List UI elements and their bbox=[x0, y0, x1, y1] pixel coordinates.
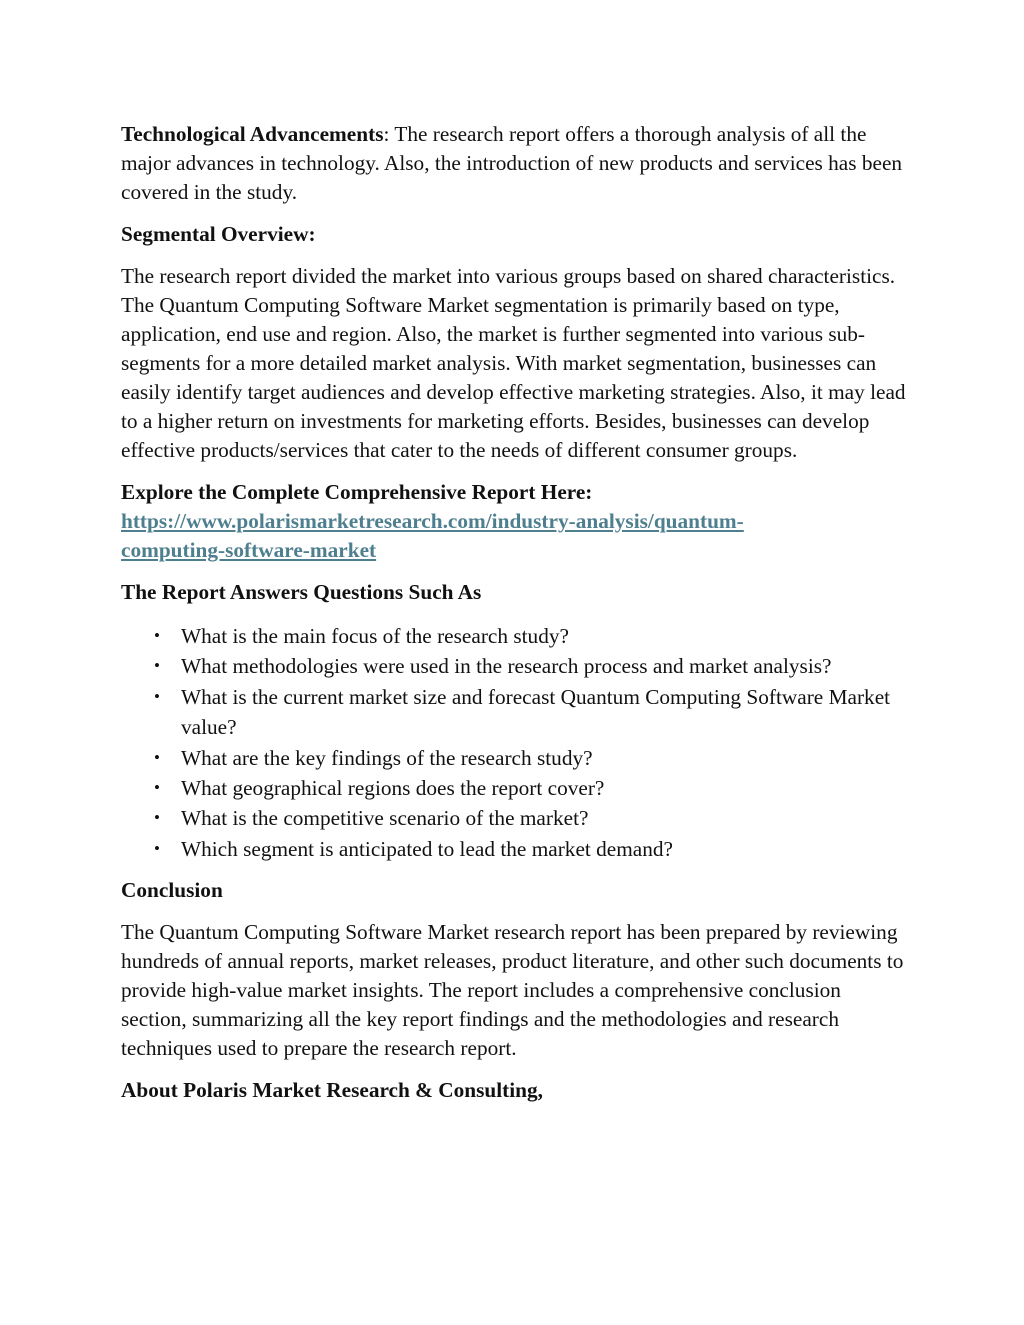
list-item bbox=[121, 651, 906, 681]
question-text: What is the current market size and forecast Quantum Computing Software Market value? bbox=[181, 684, 891, 740]
question-text: What is the main focus of the research study? bbox=[181, 624, 569, 648]
bullet-icon: • bbox=[154, 838, 160, 858]
segmental-overview-body: The research report divided the market into various groups based on shared characteristics. The Quantum Computing Software Market segmentation is primarily based on type, application, end use and region. Also, the market is further segmented into various sub-segments for a more detailed market analysis. With market segmentation, businesses can easily identify target audiences and develop effective marketing strategies. Also, it may lead to a higher return on investments for marketing efforts. Besides, businesses can develop effective products/services that cater to the needs of different consumer groups. bbox=[121, 264, 906, 462]
question-text: What are the key findings of the research study? bbox=[181, 745, 593, 770]
bullet-icon: • bbox=[154, 747, 160, 767]
list-item bbox=[121, 621, 906, 651]
question-text: What is the competitive scenario of the market? bbox=[181, 806, 589, 831]
report-link-line-1[interactable]: https://www.polarismarketresearch.com/industry-analysis/quantum- bbox=[121, 509, 744, 533]
bullet-icon: • bbox=[154, 686, 160, 706]
tech-advancements-paragraph bbox=[121, 120, 906, 207]
questions-list bbox=[121, 621, 906, 864]
list-item bbox=[121, 773, 906, 803]
list-item bbox=[121, 834, 906, 864]
conclusion-heading: Conclusion bbox=[121, 878, 223, 903]
question-text: What geographical regions does the report cover? bbox=[181, 776, 605, 801]
bullet-icon: • bbox=[154, 808, 160, 828]
list-item bbox=[121, 743, 906, 773]
bullet-icon: • bbox=[154, 778, 160, 798]
segmental-overview-heading: Segmental Overview: bbox=[121, 222, 316, 246]
conclusion-body: The Quantum Computing Software Market research report has been prepared by reviewing hundreds of annual reports, market releases, product literature, and other such documents to provide high-value market insights. The report includes a comprehensive conclusion section, summarizing all the key report findings and the methodologies and research techniques used to prepare the research report. bbox=[121, 920, 904, 1061]
bullet-icon: • bbox=[154, 626, 160, 645]
bullet-icon: • bbox=[154, 656, 160, 676]
document-page bbox=[121, 120, 906, 1118]
questions-heading: The Report Answers Questions Such As bbox=[121, 580, 482, 604]
tech-advancements-text: : The research report offers a thorough analysis of all the major advances in technology. Also, the introduction of new products and services has been covered in the study. bbox=[121, 122, 903, 204]
list-item bbox=[121, 803, 906, 833]
report-link-line-2[interactable]: computing-software-market bbox=[121, 538, 377, 562]
explore-report-heading: Explore the Complete Comprehensive Report Here: bbox=[121, 480, 593, 504]
explore-report-block bbox=[121, 478, 906, 565]
list-item bbox=[121, 682, 906, 743]
tech-advancements-label: Technological Advancements bbox=[121, 122, 384, 146]
question-text: What methodologies were used in the research process and market analysis? bbox=[181, 654, 832, 679]
question-text: Which segment is anticipated to lead the market demand? bbox=[181, 836, 674, 861]
about-heading: About Polaris Market Research & Consulting, bbox=[121, 1078, 543, 1103]
